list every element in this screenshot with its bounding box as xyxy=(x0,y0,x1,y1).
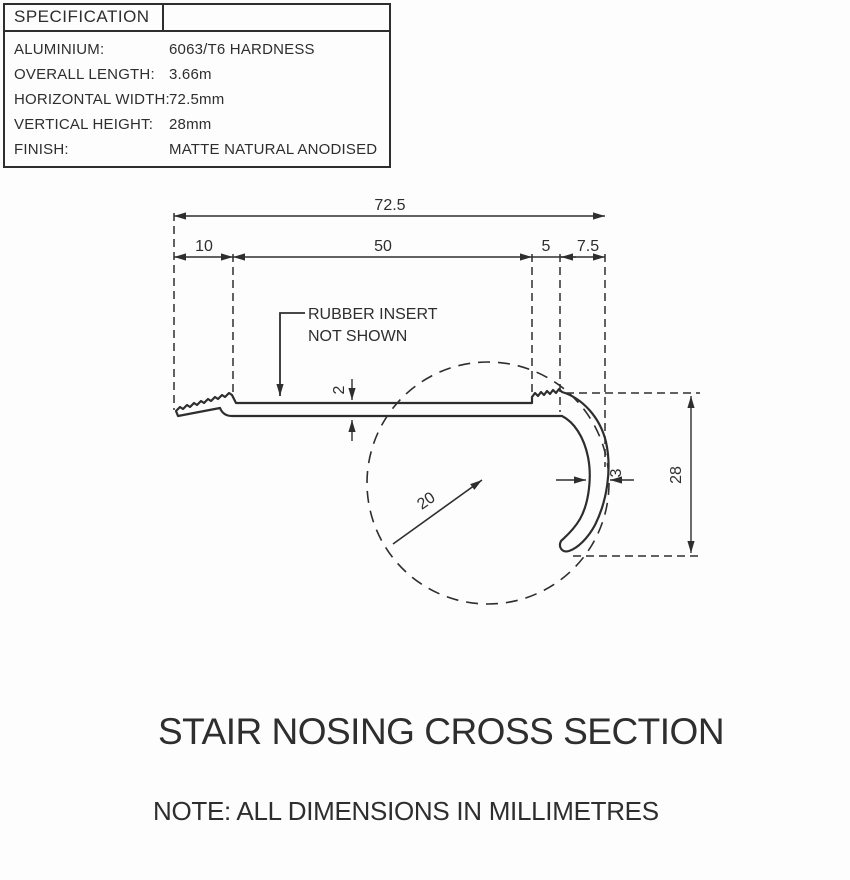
spec-table-header-spacer xyxy=(164,5,389,30)
dim-wall-thickness: 3 xyxy=(608,468,625,478)
nose-radius-circle xyxy=(367,362,609,604)
spec-table xyxy=(3,3,391,168)
profile-outline xyxy=(176,389,609,551)
dim-nose-overhang: 7.5 xyxy=(576,238,600,255)
spec-value: 3.66m xyxy=(169,66,212,83)
dim-back-flange: 10 xyxy=(195,238,213,255)
dim-overall-width: 72.5 xyxy=(374,197,406,214)
spec-label: HORIZONTAL WIDTH: xyxy=(14,91,170,108)
spec-label: FINISH: xyxy=(14,141,69,158)
dim-serrated-step: 5 xyxy=(541,238,551,255)
spec-value: MATTE NATURAL ANODISED xyxy=(169,141,378,158)
dimension-labels xyxy=(195,197,685,513)
dim-nose-radius: 20 xyxy=(414,489,439,514)
drawing-title: STAIR NOSING CROSS SECTION xyxy=(158,711,725,752)
extension-lines xyxy=(174,213,700,556)
annotation-line2: NOT SHOWN xyxy=(308,328,408,345)
spec-row-vertical-height xyxy=(5,112,389,137)
dim-tread: 50 xyxy=(374,238,392,255)
cross-section-drawing xyxy=(0,170,850,680)
spec-row-finish xyxy=(5,137,389,162)
spec-label: ALUMINIUM: xyxy=(14,41,105,58)
dimensions-note: NOTE: ALL DIMENSIONS IN MILLIMETRES xyxy=(153,796,659,826)
annotation-line1: RUBBER INSERT xyxy=(308,306,438,323)
dim-plate-thickness: 2 xyxy=(331,385,348,395)
dim-overall-height: 28 xyxy=(668,466,685,484)
spec-table-body xyxy=(5,32,389,166)
rubber-insert-annotation xyxy=(308,306,438,345)
spec-value: 28mm xyxy=(169,116,212,133)
spec-row-aluminium xyxy=(5,37,389,62)
rubber-insert-leader xyxy=(280,313,305,396)
spec-table-title: SPECIFICATION xyxy=(5,5,164,30)
radius-arrow xyxy=(393,480,482,544)
spec-label: OVERALL LENGTH: xyxy=(14,66,155,83)
spec-label: VERTICAL HEIGHT: xyxy=(14,116,154,133)
spec-value: 72.5mm xyxy=(169,91,225,108)
spec-table-header-row xyxy=(5,5,389,32)
spec-row-overall-length xyxy=(5,62,389,87)
spec-value: 6063/T6 HARDNESS xyxy=(169,41,315,58)
spec-row-horizontal-width xyxy=(5,87,389,112)
